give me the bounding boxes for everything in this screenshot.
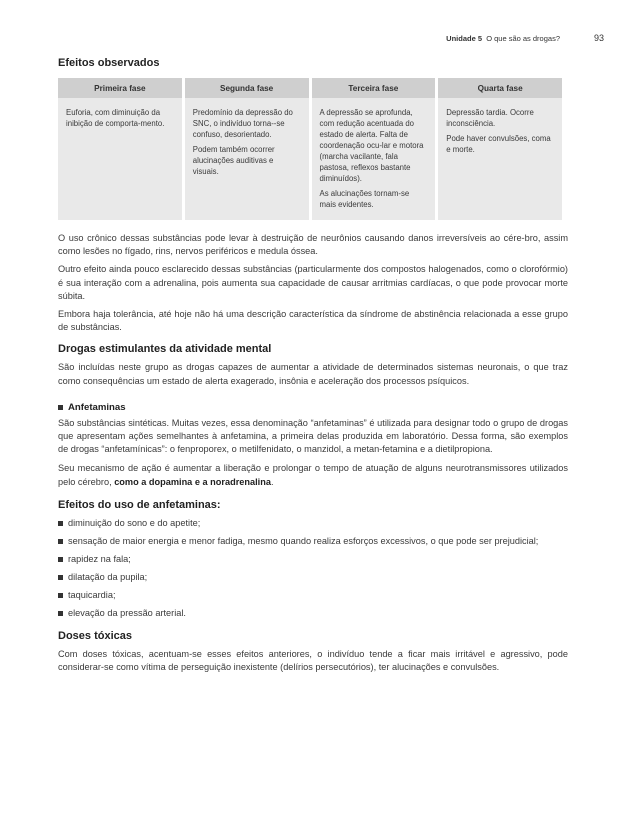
table-cell-fase-1 — [58, 98, 182, 220]
table-header-cell: Terceira fase — [312, 78, 436, 98]
square-bullet-icon — [58, 611, 63, 616]
cell-text: Depressão tardia. Ocorre inconsciência. — [446, 108, 534, 128]
section-title-drogas-estimulantes: Drogas estimulantes da atividade mental — [58, 343, 272, 356]
section-title-efeitos-observados: Efeitos observados — [58, 57, 160, 69]
list-item-text: diminuição do sono e do apetite; — [68, 517, 201, 528]
page-number: 93 — [593, 33, 604, 43]
page-content — [58, 55, 568, 674]
list-item-text: sensação de maior energia e menor fadiga, mesmo quando realiza esforços excessivos, o que pode ser prejudicial; — [68, 535, 539, 546]
list-item — [58, 589, 568, 602]
paragraph-text: . — [270, 476, 274, 487]
section-title-efeitos-anfetaminas: Efeitos do uso de anfetaminas: — [58, 498, 221, 511]
list-item — [58, 517, 568, 530]
list-item-text: elevação da pressão arterial. — [68, 607, 186, 618]
unit-title: O que são as drogas? — [486, 34, 560, 43]
subsection-title: Anfetaminas — [68, 401, 126, 413]
effects-list — [58, 517, 568, 620]
table-cell-fase-2 — [185, 98, 309, 220]
square-bullet-icon — [58, 539, 63, 544]
cell-text: Pode haver convulsões, coma e morte. — [446, 134, 551, 154]
cell-text: Podem também ocorrer alucinações auditivas e visuais. — [192, 145, 275, 176]
page-header — [0, 34, 638, 50]
table-cell-fase-4 — [438, 98, 562, 220]
section-title-doses-toxicas: Doses tóxicas — [58, 629, 132, 642]
table-header-cell: Segunda fase — [185, 78, 309, 98]
paragraph — [58, 462, 568, 488]
list-item-text: dilatação da pupila; — [68, 571, 148, 582]
list-item — [58, 553, 568, 566]
cell-text: As alucinações tornam-se mais evidentes. — [319, 189, 410, 209]
emphasis-text: como a dopamina e a noradrenalina — [114, 476, 271, 487]
paragraph: São incluídas neste grupo as drogas capazes de aumentar a atividade de determinados sistemas neuronais, o que traz como consequências um estado de alerta exagerado, insônia e aceleração dos processos psíquicos. — [58, 362, 568, 386]
paragraph-text: Seu mecanismo de ação é aumentar a liberação e prolongar o tempo de atuação de alguns neurotransmissores utilizados pelo cérebro, — [58, 463, 568, 487]
phases-table — [55, 78, 565, 220]
paragraph: Embora haja tolerância, até hoje não há uma descrição característica da síndrome de abstinência relacionada a esse grupo de substâncias. — [58, 309, 568, 333]
paragraph: Outro efeito ainda pouco esclarecido dessas substâncias (particularmente dos compostos halogenados, como o clorofórmio) é sua interação com a adrenalina, pois aumenta sua capacidade de causar arritmias cardíacas, o que pode provocar morte súbita. — [58, 264, 568, 301]
list-item — [58, 571, 568, 584]
paragraph: Com doses tóxicas, acentuam-se esses efeitos anteriores, o indivíduo tende a ficar mais irritável e agressivo, pode considerar-se como vítima de perseguição inexistente (delírios persecutórios), ter alucinações e convulsões. — [58, 648, 568, 673]
list-item-text: taquicardia; — [68, 589, 116, 600]
paragraph: São substâncias sintéticas. Muitas vezes, essa denominação “anfetaminas” é utilizada para designar todo o grupo de drogas que apresentam ações semelhantes à anfetamina, a primeira delas produzida em laboratório. Dessa forma, são exemplos de drogas “anfetamínicas”: o fenproporex, o metilfenidato, o manzidol, a metan-fetamina e a dietilpropiona. — [58, 417, 568, 455]
running-header — [446, 34, 560, 43]
list-item — [58, 535, 568, 548]
subsection-anfetaminas — [58, 402, 568, 413]
list-item — [58, 607, 568, 620]
list-item-text: rapidez na fala; — [68, 553, 131, 564]
cell-text: Euforia, com diminuição da inibição de comporta-mento. — [66, 108, 165, 128]
table-cell-fase-3 — [312, 98, 436, 220]
square-bullet-icon — [58, 557, 63, 562]
square-bullet-icon — [58, 405, 63, 410]
paragraph: O uso crônico dessas substâncias pode levar à destruição de neurônios causando danos irreversíveis ao cére-bro, assim como lesões no fígado, rins, nervos periféricos e medula óssea. — [58, 233, 568, 257]
square-bullet-icon — [58, 575, 63, 580]
table-header-cell: Primeira fase — [58, 78, 182, 98]
cell-text: Predomínio da depressão do SNC, o indivíduo torna--se confuso, desorientado. — [192, 108, 293, 139]
table-header-cell: Quarta fase — [438, 78, 562, 98]
unit-label: Unidade 5 — [446, 34, 483, 43]
square-bullet-icon — [58, 593, 63, 598]
cell-text: A depressão se aprofunda, com redução acentuada do estado de alerta. Falta de coordenação ocu-lar e motora (marcha vacilante, fala pastosa, reflexos bastante diminuídos). — [319, 108, 424, 183]
square-bullet-icon — [58, 521, 63, 526]
